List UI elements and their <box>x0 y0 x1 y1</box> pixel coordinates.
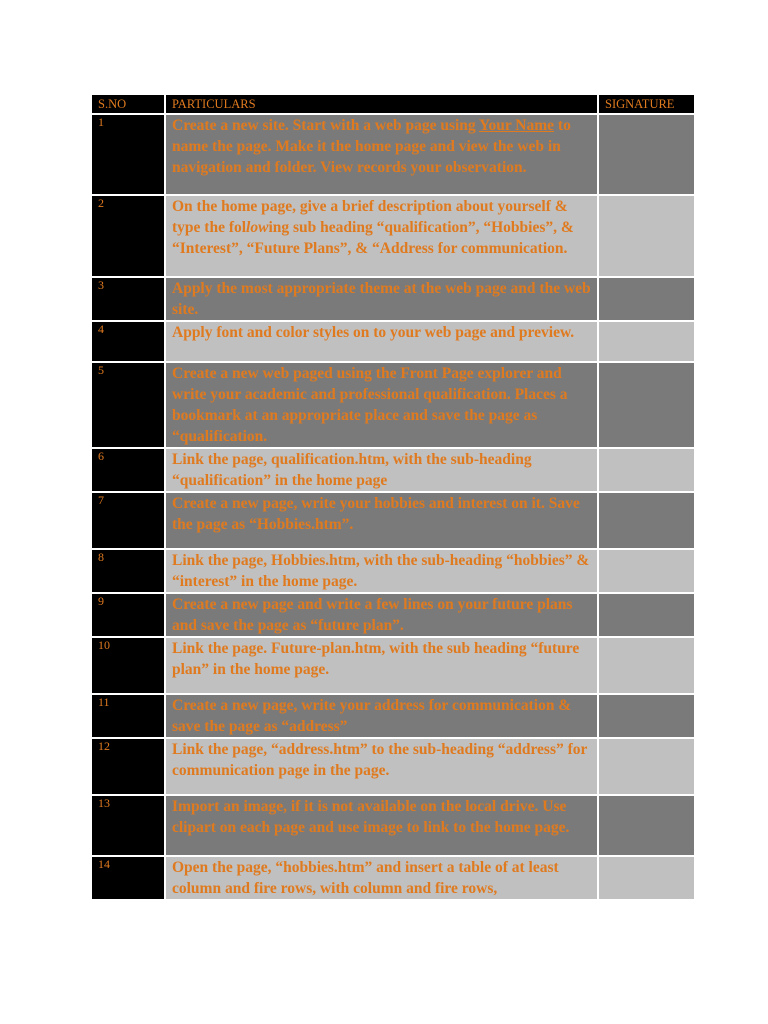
table-row <box>91 738 695 795</box>
particulars-text <box>172 638 591 680</box>
text-segment: Link the page, “address.htm” to the sub-heading “address” for communication page in the page. <box>172 741 588 779</box>
particulars-cell <box>165 637 598 694</box>
serial-number: 8 <box>98 550 104 564</box>
table-row <box>91 694 695 738</box>
signature-cell <box>598 856 695 900</box>
text-segment: On the home page, give a brief description about yourself & type the fol <box>172 198 568 236</box>
text-segment: Apply the most appropriate theme at the web page and the web site. <box>172 280 591 318</box>
particulars-cell <box>165 694 598 738</box>
particulars-text <box>172 493 591 535</box>
particulars-text <box>172 322 591 343</box>
sno-cell <box>91 637 165 694</box>
table-row <box>91 549 695 593</box>
signature-header: SIGNATURE <box>605 97 675 111</box>
text-segment: Your Name <box>478 117 555 134</box>
text-segment: Create a new page, write your address for communication & save the page as “address” <box>172 697 572 735</box>
text-segment: Apply font and color styles on to your web page and preview. <box>172 324 575 341</box>
signature-cell <box>598 549 695 593</box>
serial-number: 5 <box>98 363 104 377</box>
text-segment: ing sub heading “qualification”, “Hobbies”, & “Interest”, “Future Plans”, & “Address for communication. <box>172 219 574 257</box>
header-row <box>91 94 695 114</box>
signature-cell <box>598 694 695 738</box>
signature-cell <box>598 277 695 321</box>
table-row <box>91 856 695 900</box>
signature-cell <box>598 637 695 694</box>
signature-cell <box>598 593 695 637</box>
serial-number: 6 <box>98 449 104 463</box>
text-segment: Link the page. Future-plan.htm, with the sub heading “future plan” in the home page. <box>172 640 580 678</box>
sno-cell <box>91 321 165 362</box>
particulars-text <box>172 857 591 899</box>
text-segment: Import an image, if it is not available on the local drive. Use clipart on each page and use image to link to the home page. <box>172 798 570 836</box>
signature-cell <box>598 795 695 856</box>
text-segment: low <box>246 219 269 236</box>
sno-cell <box>91 195 165 277</box>
sno-header: S.NO <box>98 97 127 111</box>
sno-cell <box>91 362 165 448</box>
text-segment: to name the page. Make it the home page and view the web in navigation and folder. View records your observation. <box>172 117 571 176</box>
particulars-text <box>172 796 591 838</box>
particulars-text <box>172 594 591 636</box>
particulars-text <box>172 695 591 737</box>
table-row <box>91 448 695 492</box>
particulars-text <box>172 196 591 259</box>
signature-cell <box>598 114 695 195</box>
particulars-cell <box>165 195 598 277</box>
text-segment: Create a new page, write your hobbies and interest on it. Save the page as “Hobbies.htm”. <box>172 495 580 533</box>
serial-number: 13 <box>98 796 110 810</box>
table-row <box>91 593 695 637</box>
particulars-cell <box>165 277 598 321</box>
particulars-cell <box>165 738 598 795</box>
text-segment: Create a new web paged using the Front Page explorer and write your academic and professional qualification. Places a bookmark at an appropriate place and save the page as “qualification. <box>172 365 568 445</box>
particulars-text <box>172 278 591 320</box>
table-row <box>91 195 695 277</box>
particulars-text <box>172 363 591 447</box>
serial-number: 1 <box>98 115 104 129</box>
table-row <box>91 321 695 362</box>
particulars-header-cell <box>165 94 598 114</box>
table-row <box>91 795 695 856</box>
particulars-cell <box>165 448 598 492</box>
table-body <box>91 94 695 900</box>
serial-number: 2 <box>98 196 104 210</box>
table-row <box>91 637 695 694</box>
particulars-text <box>172 739 591 781</box>
particulars-cell <box>165 492 598 549</box>
table-row <box>91 362 695 448</box>
serial-number: 10 <box>98 638 110 652</box>
sno-cell <box>91 492 165 549</box>
signature-cell <box>598 195 695 277</box>
particulars-cell <box>165 362 598 448</box>
text-segment: Link the page, qualification.htm, with the sub-heading “qualification” in the home page <box>172 451 532 489</box>
text-segment: Link the page, Hobbies.htm, with the sub-heading “hobbies” & “interest” in the home page. <box>172 552 590 590</box>
sno-cell <box>91 549 165 593</box>
sno-header-cell <box>91 94 165 114</box>
text-segment: Create a new page and write a few lines on your future plans and save the page as “future plan”. <box>172 596 573 634</box>
serial-number: 7 <box>98 493 104 507</box>
particulars-text <box>172 115 591 178</box>
particulars-cell <box>165 321 598 362</box>
sno-cell <box>91 856 165 900</box>
text-segment: Create a new site. Start with a web page using <box>172 117 479 134</box>
signature-cell <box>598 738 695 795</box>
particulars-text <box>172 550 591 592</box>
serial-number: 12 <box>98 739 110 753</box>
table-row <box>91 492 695 549</box>
signature-cell <box>598 362 695 448</box>
sno-cell <box>91 593 165 637</box>
particulars-cell <box>165 856 598 900</box>
particulars-text <box>172 449 591 491</box>
serial-number: 4 <box>98 322 104 336</box>
signature-cell <box>598 448 695 492</box>
text-segment: Open the page, “hobbies.htm” and insert a table of at least column and fire rows, with column and fire rows, <box>172 859 559 897</box>
sno-cell <box>91 448 165 492</box>
sno-cell <box>91 738 165 795</box>
serial-number: 11 <box>98 695 110 709</box>
serial-number: 9 <box>98 594 104 608</box>
table-row <box>91 114 695 195</box>
particulars-cell <box>165 549 598 593</box>
particulars-cell <box>165 795 598 856</box>
particulars-cell <box>165 593 598 637</box>
serial-number: 3 <box>98 278 104 292</box>
lab-record-table <box>90 93 696 901</box>
sno-cell <box>91 277 165 321</box>
signature-cell <box>598 492 695 549</box>
sno-cell <box>91 114 165 195</box>
sno-cell <box>91 795 165 856</box>
signature-cell <box>598 321 695 362</box>
particulars-header: PARTICULARS <box>172 97 256 111</box>
sno-cell <box>91 694 165 738</box>
table-row <box>91 277 695 321</box>
signature-header-cell <box>598 94 695 114</box>
serial-number: 14 <box>98 857 110 871</box>
particulars-cell <box>165 114 598 195</box>
